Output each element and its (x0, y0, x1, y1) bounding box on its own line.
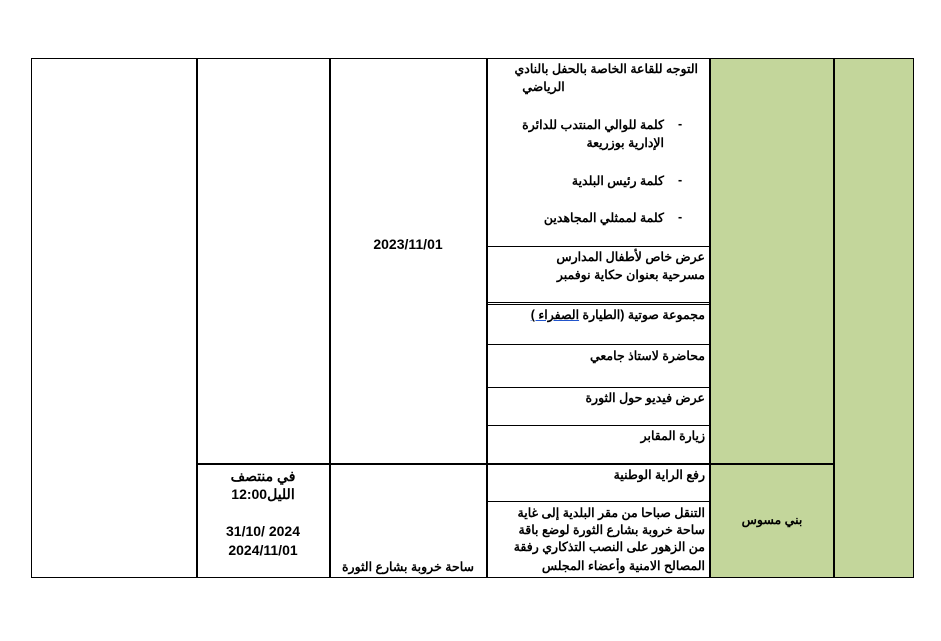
show-line-1: عرض خاص لأطفال المدارس (556, 250, 705, 264)
choir-prefix: مجموعة صوتية (الطيارة (579, 308, 705, 322)
date-line-2: 2024/11/01 (228, 542, 298, 558)
video-text: عرض فيديو حول الثورة (585, 391, 705, 405)
time-line-2: الليل12:00 (231, 486, 295, 502)
location-text: ساحة خروبة بشارع الثورة (341, 560, 474, 574)
lecture-text: محاضرة لاستاذ جامعي (589, 349, 705, 363)
col-time-upper-cell (197, 58, 330, 464)
time-line-1: في منتصف (230, 468, 296, 484)
choir-text (492, 307, 705, 324)
bullet-1-line-2: الإدارية بوزريعة (586, 136, 664, 150)
heading-line-1: التوجه للقاعة الخاصة بالحفل بالنادي (514, 62, 698, 76)
municipality-name: بني مسوس (741, 513, 803, 527)
move-line-3: من الزهور على النصب التذكاري رفقة (513, 540, 705, 554)
bullet-1-line-1: كلمة للوالي المنتدب للدائرة (522, 118, 664, 132)
col-empty-cell (31, 58, 197, 578)
move-line-1: التنقل صباحا من مقر البلدية إلى غاية (517, 506, 705, 520)
bullet-dash: - (678, 173, 683, 187)
event-date: 2023/11/01 (373, 236, 443, 252)
municipality-upper-cell (710, 58, 834, 464)
right-green-cell (834, 58, 914, 578)
bullet-dash: - (678, 210, 683, 224)
show-line-2: مسرحية بعنوان حكاية نوفمبر (556, 268, 705, 282)
date-cell (330, 58, 487, 464)
move-line-4: المصالح الامنية وأعضاء المجلس (541, 559, 705, 573)
heading-line-2: الرياضي (522, 80, 565, 94)
bullet-3-line-1: كلمة لممثلي المجاهدين (543, 211, 664, 225)
move-line-2: ساحة خروبة بشارع الثورة لوضع باقة (518, 523, 705, 537)
bullet-dash: - (678, 117, 683, 131)
date-line-1: 31/10/ 2024 (226, 523, 300, 539)
bullet-2-line-1: كلمة رئيس البلدية (571, 174, 664, 188)
flag-text: رفع الراية الوطنية (613, 468, 705, 482)
cemetery-text: زيارة المقابر (640, 429, 705, 443)
choir-underlined: الصفراء ) (530, 308, 580, 322)
